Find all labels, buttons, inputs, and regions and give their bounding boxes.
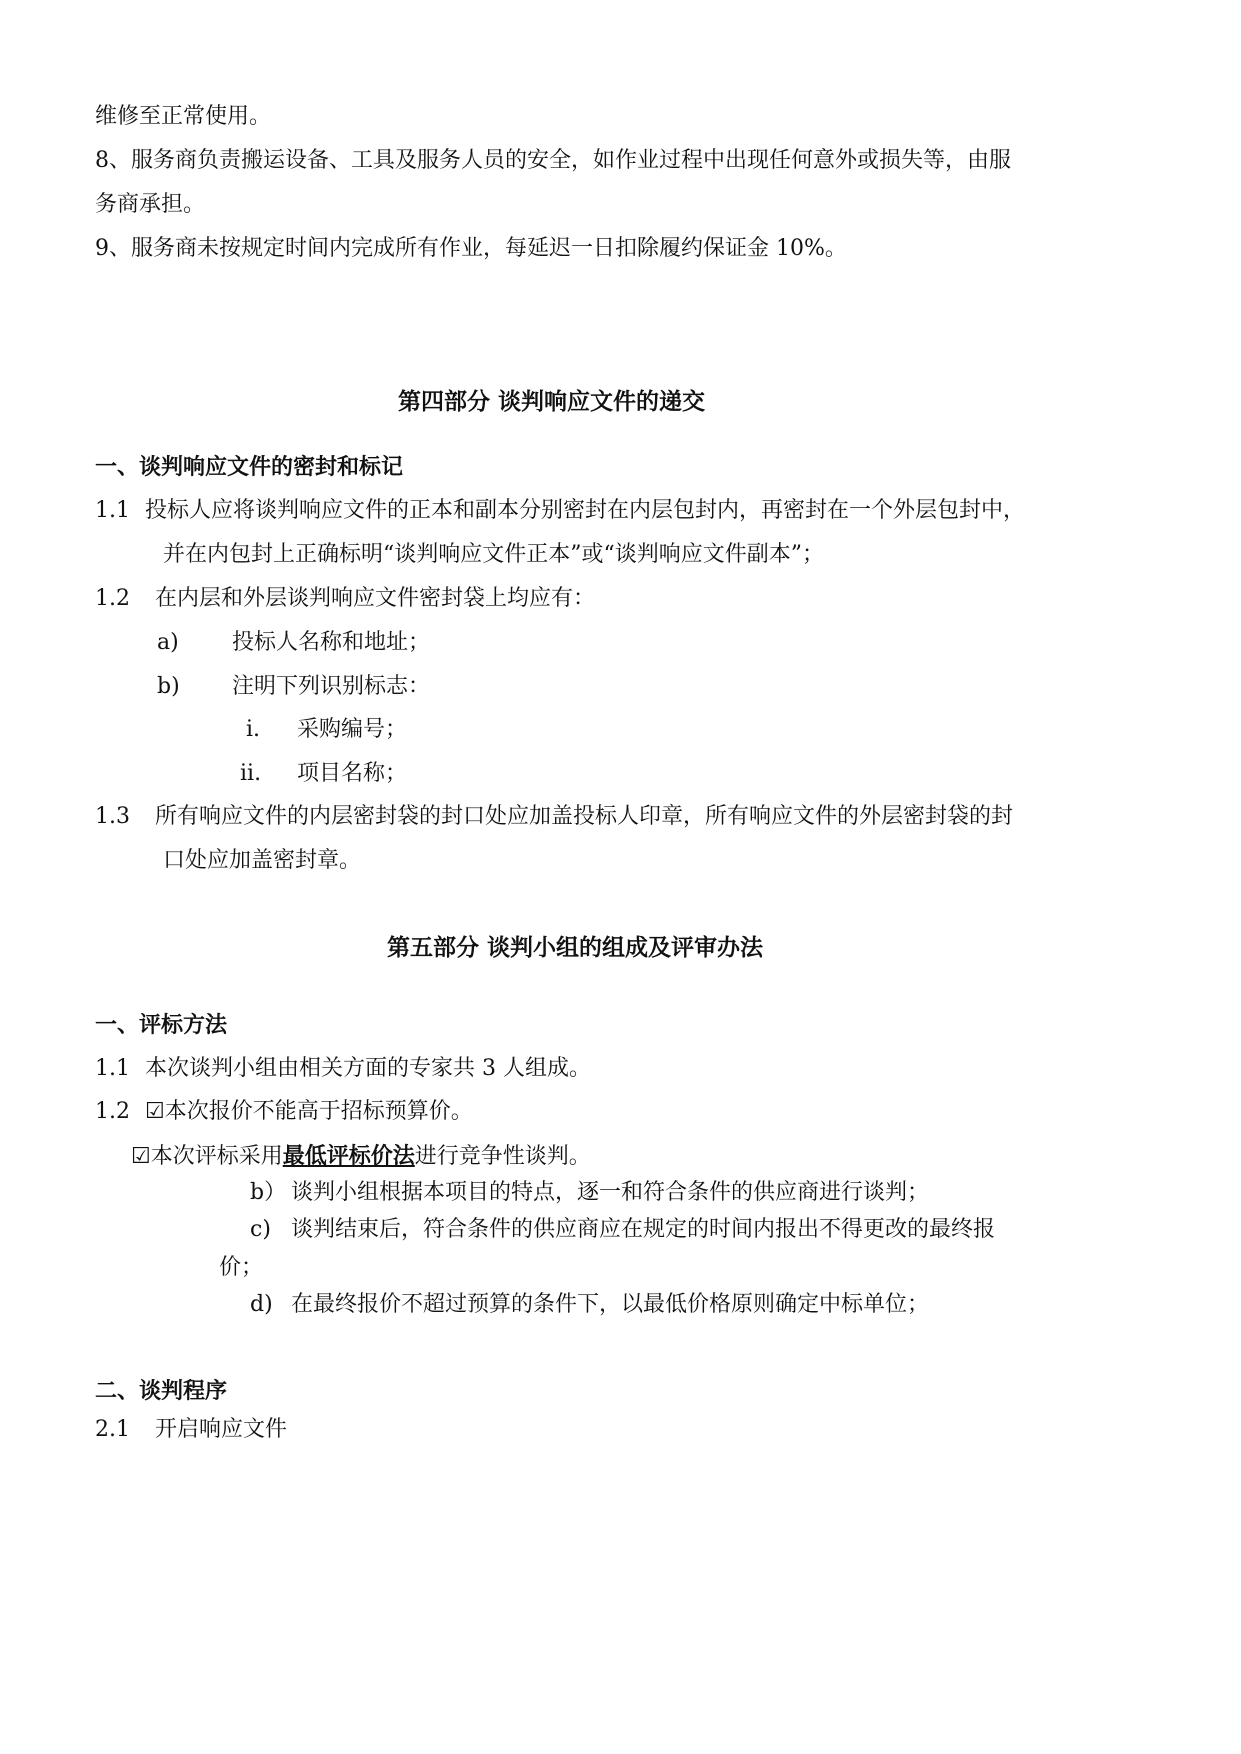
part-4-title: 第四部分 谈判响应文件的递交 xyxy=(398,388,706,415)
evaluation-method-emphasis: 最低评标价法 xyxy=(282,1143,415,1169)
clause-1-2 xyxy=(95,588,595,610)
clause-text: 所有响应文件的内层密封袋的封口处应加盖投标人印章，所有响应文件的外层密封袋的封 xyxy=(155,804,1014,829)
evaluation-method-suffix: 进行竞争性谈判。 xyxy=(414,1144,591,1169)
clause-number: 1.2 xyxy=(95,586,130,611)
clause-number: 1.3 xyxy=(95,804,130,829)
list-marker-b: b） xyxy=(250,1180,287,1205)
list-item-a: 投标人名称和地址； xyxy=(232,630,431,655)
clause-1-1 xyxy=(95,500,1025,522)
clause-text: 在内层和外层谈判响应文件密封袋上均应有： xyxy=(155,586,596,611)
sub-item-ii: 项目名称； xyxy=(297,761,408,786)
clause-1-3-continued: 口处应加盖密封章。 xyxy=(163,848,362,873)
clause-1-3 xyxy=(95,806,1013,828)
clause-5-1-1 xyxy=(95,1058,591,1080)
clause-text: ☑本次报价不能高于招标预算价。 xyxy=(145,1099,473,1124)
list-item-c: 谈判结束后，符合条件的供应商应在规定的时间内报出不得更改的最终报 xyxy=(291,1217,996,1242)
evaluation-method-prefix: ☑本次评标采用 xyxy=(131,1144,283,1169)
part-5-heading-2: 二、谈判程序 xyxy=(95,1378,228,1404)
part-5-title: 第五部分 谈判小组的组成及评审办法 xyxy=(387,934,764,961)
evaluation-method-line xyxy=(131,1145,591,1168)
clause-number: 2.1 xyxy=(95,1417,130,1442)
item-9: 9、服务商未按规定时间内完成所有作业，每延迟一日扣除履约保证金 10%。 xyxy=(95,236,847,261)
paragraph-line: 维修至正常使用。 xyxy=(95,104,272,129)
list-item-b: 注明下列识别标志： xyxy=(232,674,431,699)
clause-number: 1.1 xyxy=(95,1056,130,1081)
clause-text: 本次谈判小组由相关方面的专家共 3 人组成。 xyxy=(145,1056,591,1081)
clause-text: 开启响应文件 xyxy=(155,1417,288,1442)
sub-marker-ii: ii. xyxy=(240,761,262,786)
clause-number: 1.1 xyxy=(95,498,130,523)
list-marker-c: c) xyxy=(250,1217,271,1242)
item-8-line-2: 务商承担。 xyxy=(95,192,206,217)
clause-1-1-continued: 并在内包封上正确标明“谈判响应文件正本”或“谈判响应文件副本”； xyxy=(163,542,824,567)
list-marker-d: d) xyxy=(250,1292,273,1317)
part-4-heading-1: 一、谈判响应文件的密封和标记 xyxy=(95,454,404,480)
list-marker-a: a) xyxy=(157,630,179,655)
list-item-c-continued: 价； xyxy=(219,1255,264,1280)
clause-number: 1.2 xyxy=(95,1099,130,1124)
list-item-b: 谈判小组根据本项目的特点，逐一和符合条件的供应商进行谈判； xyxy=(291,1180,930,1205)
sub-marker-i: i. xyxy=(246,717,261,742)
clause-5-1-2 xyxy=(95,1101,473,1123)
part-5-heading-1: 一、评标方法 xyxy=(95,1012,228,1038)
clause-5-2-1 xyxy=(95,1419,287,1441)
list-item-d: 在最终报价不超过预算的条件下，以最低价格原则确定中标单位； xyxy=(291,1292,930,1317)
clause-text: 投标人应将谈判响应文件的正本和副本分别密封在内层包封内，再密封在一个外层包封中， xyxy=(145,498,1026,523)
sub-item-i: 采购编号； xyxy=(297,717,408,742)
item-8-line-1: 8、服务商负责搬运设备、工具及服务人员的安全，如作业过程中出现任何意外或损失等，由服 xyxy=(95,148,1012,173)
list-marker-b: b) xyxy=(157,674,180,699)
